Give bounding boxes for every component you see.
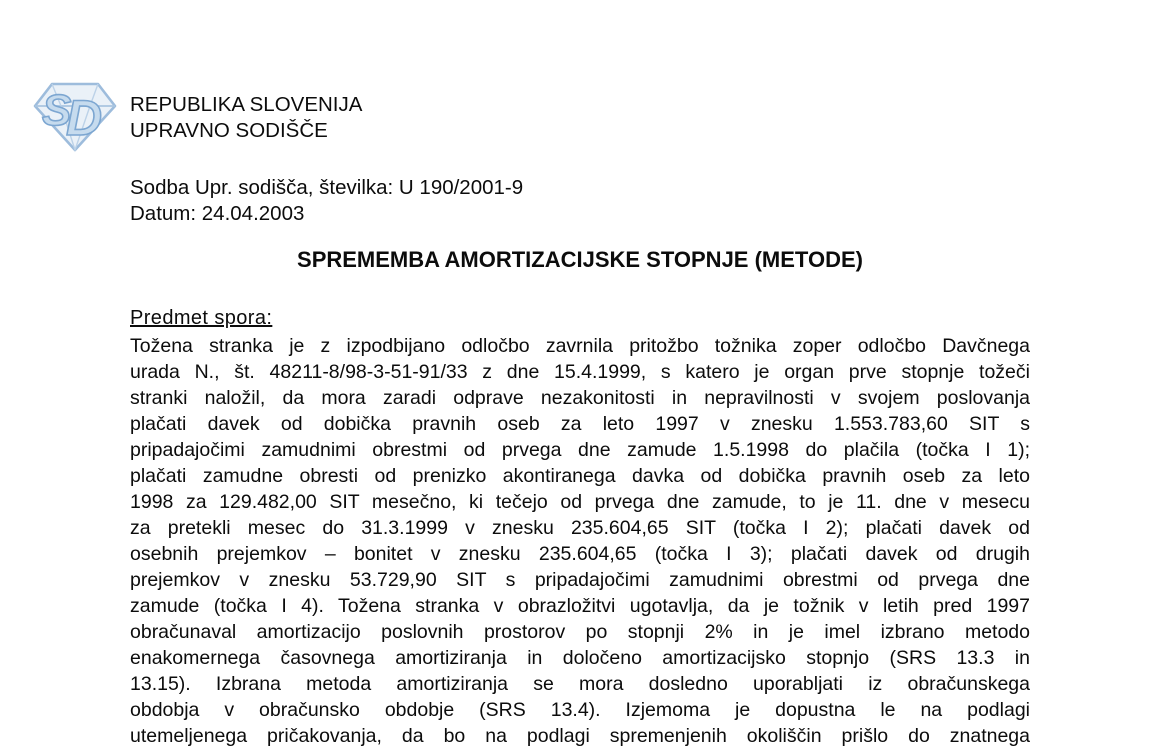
logo-letter-d: D	[66, 90, 103, 146]
issuer-court: UPRAVNO SODIŠČE	[130, 119, 328, 142]
body-text-line: 13.15). Izbrana metoda amortiziranja se mora dosledno uporabljati iz obračunskega	[130, 673, 1030, 695]
issuer-block	[130, 92, 362, 144]
body-text-line: stranki naložil, da mora zaradi odprave nezakonitosti in nepravilnosti v svojem poslovanja	[130, 387, 1030, 409]
body-text-line: pripadajočimi zamudnimi obrestmi od prvega dne zamude 1.5.1998 do plačila (točka I 1);	[130, 439, 1030, 461]
body-text-line: osebnih prejemkov – bonitet v znesku 235.604,65 (točka I 3); plačati davek od drugih	[130, 543, 1030, 565]
body-text-line: obdobja v obračunsko obdobje (SRS 13.4). Izjemoma je dopustna le na podlagi	[130, 699, 1030, 721]
court-logo	[30, 79, 120, 155]
body-text-line: enakomernega časovnega amortiziranja in določeno amortizacijsko stopnjo (SRS 13.3 in	[130, 647, 1030, 669]
body-text-line: za pretekli mesec do 31.3.1999 v znesku 235.604,65 SIT (točka I 2); plačati davek od	[130, 517, 1030, 539]
body-text-line: plačati davek od dobička pravnih oseb za leto 1997 v znesku 1.553.783,60 SIT s	[130, 413, 1030, 435]
sd-gem-logo-icon	[30, 79, 120, 155]
body-text-line: Tožena stranka je z izpodbijano odločbo zavrnila pritožbo tožnika zoper odločbo Davčnega	[130, 335, 1030, 357]
logo-letter-s: S	[42, 86, 72, 135]
document-date: Datum: 24.04.2003	[130, 202, 305, 225]
case-meta-block	[130, 175, 523, 227]
document-title: SPREMEMBA AMORTIZACIJSKE STOPNJE (METODE)	[297, 247, 863, 272]
case-reference: Sodba Upr. sodišča, številka: U 190/2001-9	[130, 176, 524, 199]
issuer-country: REPUBLIKA SLOVENIJA	[130, 93, 363, 116]
body-text-line: 1998 za 129.482,00 SIT mesečno, ki tečejo od prvega dne zamude, to je 11. dne v mesecu	[130, 491, 1030, 513]
body-text-line: utemeljenega pričakovanja, da bo na podlagi spremenjenih okoliščin prišlo do znatnega	[130, 725, 1030, 747]
body-text-line: obračunaval amortizacijo poslovnih prostorov po stopnji 2% in je imel izbrano metodo	[130, 621, 1030, 643]
body-text-line: zamude (točka I 4). Tožena stranka v obrazložitvi ugotavlja, da je tožnik v letih pred 1997	[130, 595, 1030, 617]
body-text-line: prejemkov v znesku 53.729,90 SIT s pripadajočimi zamudnimi obrestmi od prvega dne	[130, 569, 1030, 591]
body-text-line: plačati zamudne obresti od prenizko akontiranega davka od dobička pravnih oseb za leto	[130, 465, 1030, 487]
body-paragraph	[130, 333, 1030, 749]
section-heading: Predmet spora:	[130, 307, 273, 329]
body-text-line: urada N., št. 48211-8/98-3-51-91/33 z dne 15.4.1999, s katero je organ prve stopnje tožeči	[130, 361, 1030, 383]
